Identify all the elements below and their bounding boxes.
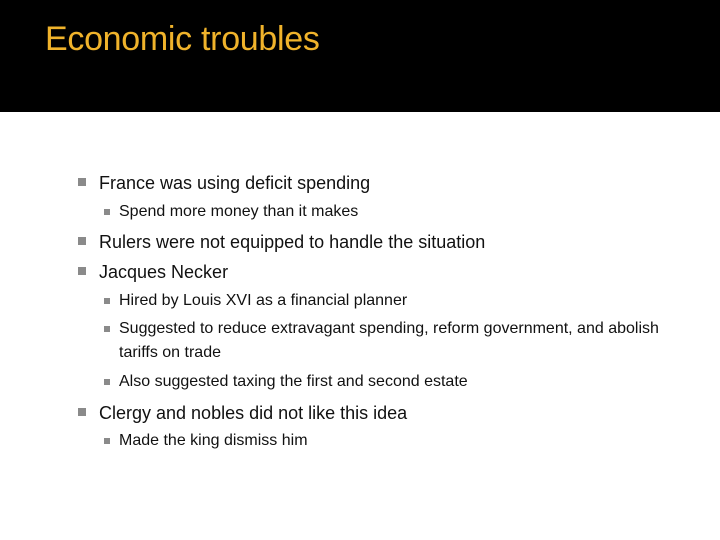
sub-bullet-marker: [104, 298, 110, 304]
sub-bullet-marker: [104, 209, 110, 215]
bullet-marker: [78, 408, 86, 416]
bullet-text: Clergy and nobles did not like this idea: [99, 403, 408, 423]
slide-title: Economic troubles: [45, 20, 320, 58]
sub-bullet-marker: [104, 379, 110, 385]
bullet-text: France was using deficit spending: [99, 173, 371, 193]
bullet-text: Rulers were not equipped to handle the situation: [99, 232, 486, 252]
sub-bullet-text: Hired by Louis XVI as a financial planner: [119, 292, 408, 309]
bullet-text: Jacques Necker: [99, 262, 229, 282]
sub-bullet-text: Suggested to reduce extravagant spending, reform government, and abolish tariffs on trade: [119, 320, 659, 361]
bullet-marker: [78, 237, 86, 245]
sub-bullet-marker: [104, 438, 110, 444]
sub-bullet-text: Also suggested taxing the first and second estate: [119, 373, 468, 390]
bullet-marker: [78, 178, 86, 186]
sub-bullet-text: Spend more money than it makes: [119, 203, 359, 220]
sub-bullet-text: Made the king dismiss him: [119, 432, 308, 449]
bullet-marker: [78, 267, 86, 275]
sub-bullet-marker: [104, 326, 110, 332]
